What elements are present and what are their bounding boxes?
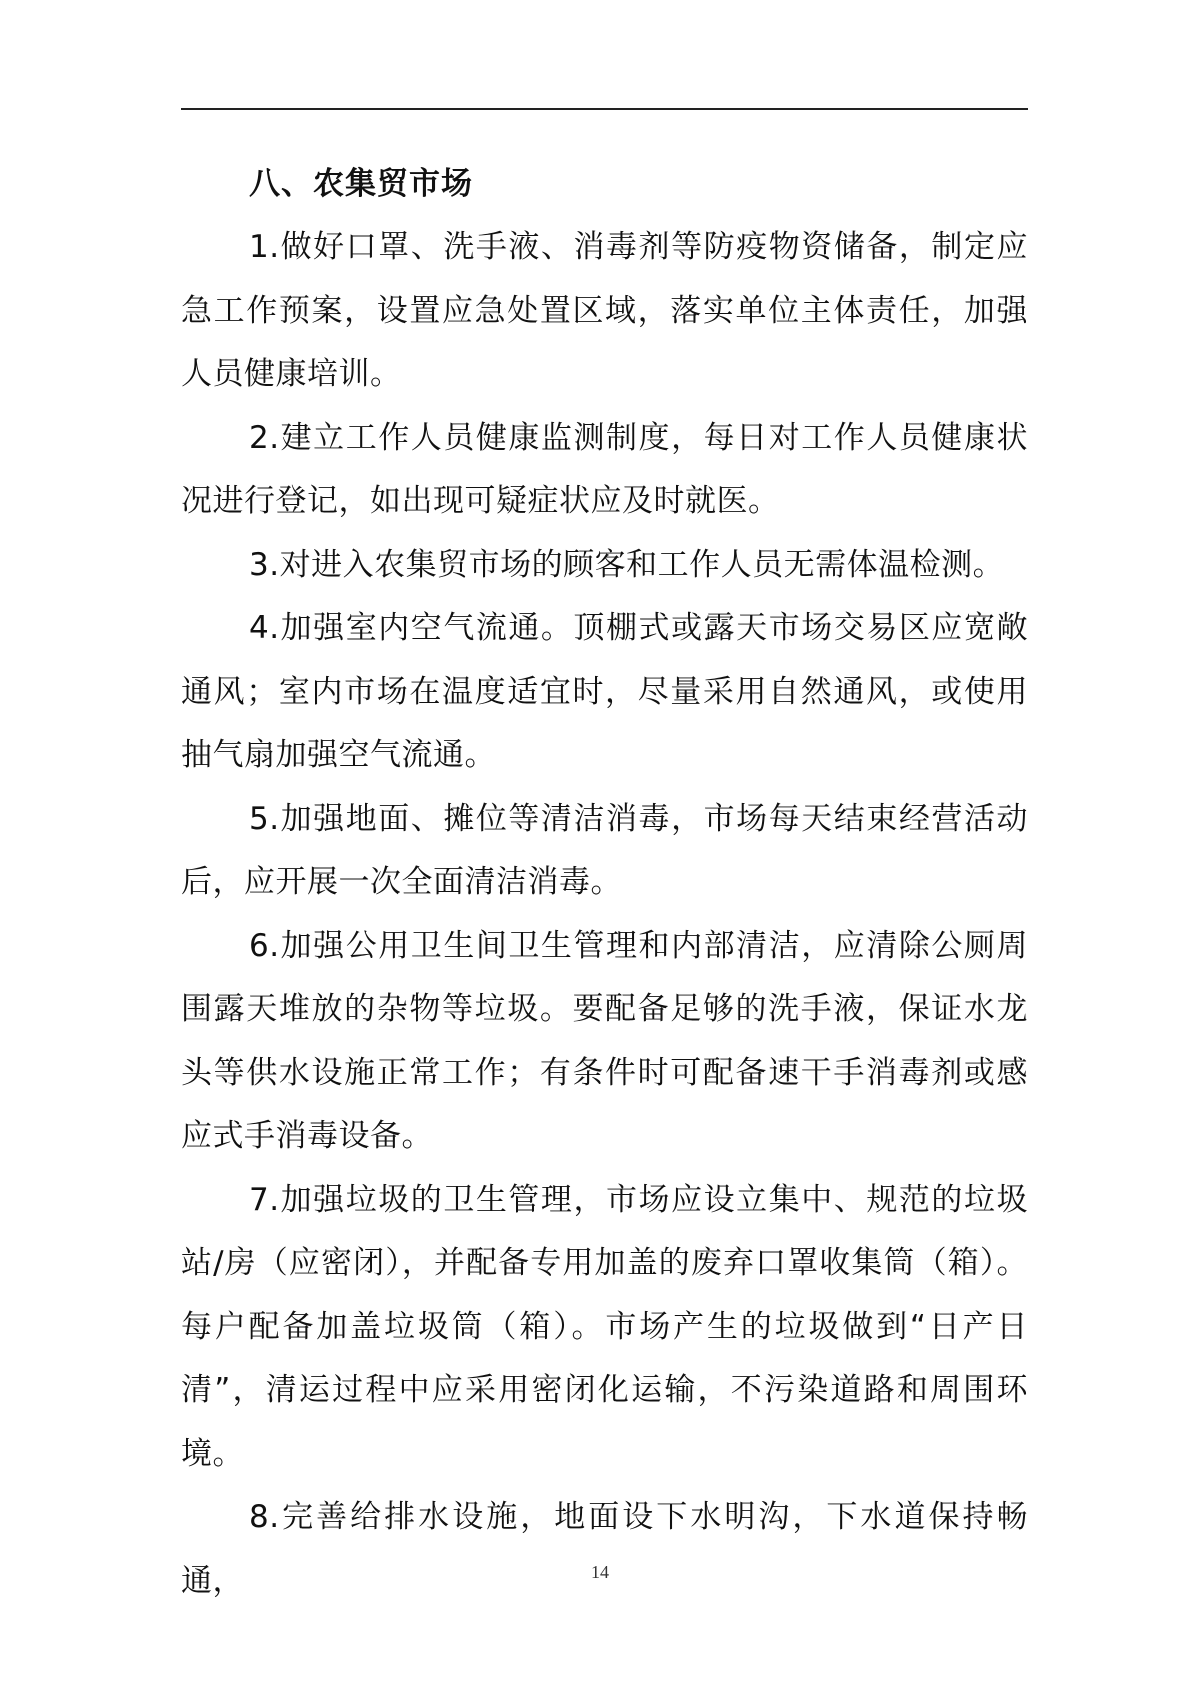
paragraph-8: 8.完善给排水设施，地面设下水明沟，下水道保持畅通， <box>181 1499 1028 1599</box>
paragraph-7: 7.加强垃圾的卫生管理，市场应设立集中、规范的垃圾站/房（应密闭），并配备专用加盖的废弃口罩收集筒（箱）。每户配备加盖垃圾筒（箱）。市场产生的垃圾做到“日产日清”，清运过程中应采用密闭化运输，不污染道路和周围环境。 <box>181 1181 1028 1472</box>
page-number: 14 <box>591 1562 609 1582</box>
paragraph-6: 6.加强公用卫生间卫生管理和内部清洁，应清除公厕周围露天堆放的杂物等垃圾。要配备足够的洗手液，保证水龙头等供水设施正常工作；有条件时可配备速干手消毒剂或感应式手消毒设备。 <box>181 927 1028 1154</box>
section-heading: 八、农集贸市场 <box>249 166 473 202</box>
header-rule <box>181 108 1028 110</box>
paragraph-1: 1.做好口罩、洗手液、消毒剂等防疫物资储备，制定应急工作预案，设置应急处置区域，落实单位主体责任，加强人员健康培训。 <box>181 229 1028 392</box>
paragraph-2: 2.建立工作人员健康监测制度，每日对工作人员健康状况进行登记，如出现可疑症状应及时就医。 <box>181 419 1028 519</box>
paragraph-5: 5.加强地面、摊位等清洁消毒，市场每天结束经营活动后，应开展一次全面清洁消毒。 <box>181 800 1028 900</box>
document-body <box>181 152 1028 1613</box>
paragraph-3: 3.对进入农集贸市场的顾客和工作人员无需体温检测。 <box>249 546 1005 583</box>
paragraph-4: 4.加强室内空气流通。顶棚式或露天市场交易区应宽敞通风；室内市场在温度适宜时，尽量采用自然通风，或使用抽气扇加强空气流通。 <box>181 610 1028 773</box>
